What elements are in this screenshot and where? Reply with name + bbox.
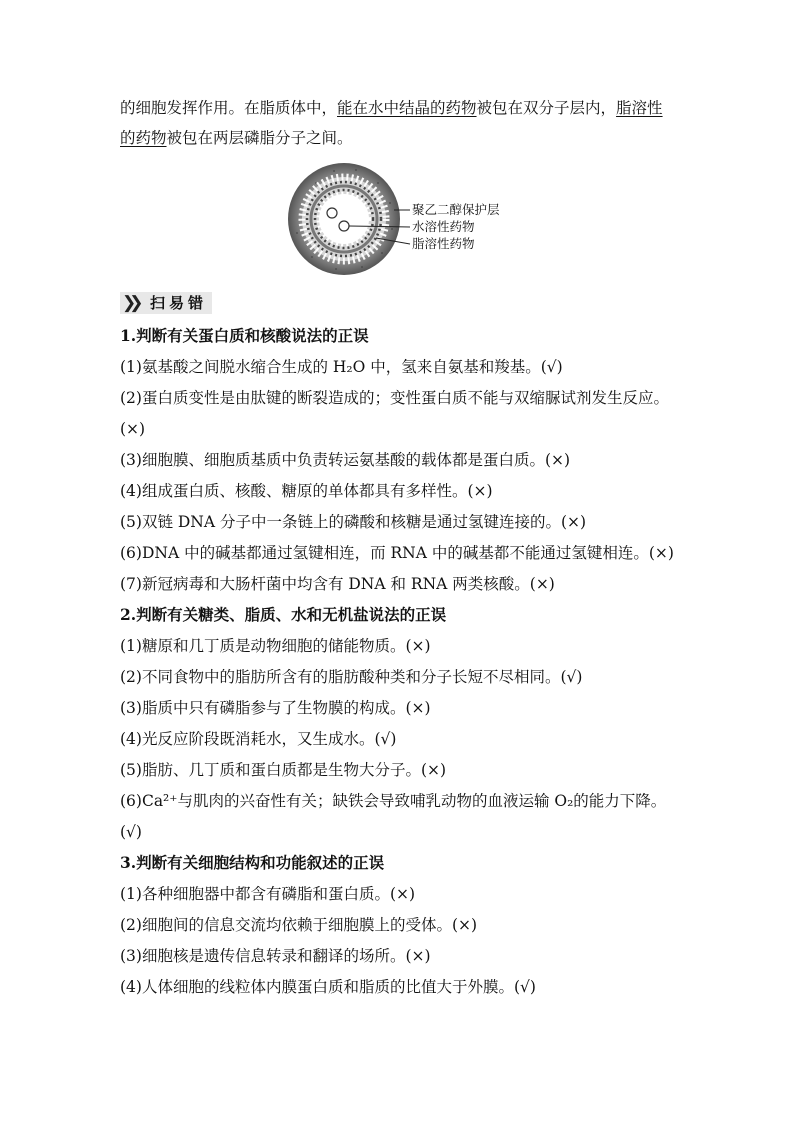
underlined-phrase: 的药物 — [120, 129, 167, 147]
group-heading: 2.判断有关糖类、脂质、水和无机盐说法的正误 — [120, 605, 447, 624]
aqueous-core — [322, 197, 366, 241]
intro-line-1 — [120, 98, 690, 118]
list-item: (3)细胞膜、细胞质基质中负责转运氨基酸的载体都是蛋白质。(×) — [120, 451, 571, 469]
intro-line-2 — [120, 128, 690, 148]
list-item: (6)Ca²⁺与肌肉的兴奋性有关；缺铁会导致哺乳动物的血液运输 O₂的能力下降。 — [120, 792, 667, 810]
intro-text: 被包在两层磷脂分子之间。 — [166, 129, 353, 147]
list-item: (2)细胞间的信息交流均依赖于细胞膜上的受体。(×) — [120, 916, 478, 934]
water-drug-label: 水溶性药物 — [412, 219, 475, 234]
underlined-phrase: 能在水中结晶的药物 — [337, 99, 477, 117]
list-item: (5)脂肪、几丁质和蛋白质都是生物大分子。(×) — [120, 761, 447, 779]
peg-label: 聚乙二醇保护层 — [412, 202, 500, 217]
list-item: (√) — [120, 823, 142, 841]
group-heading: 1.判断有关蛋白质和核酸说法的正误 — [120, 326, 369, 345]
section-tag-label: 扫易错 — [150, 294, 208, 312]
list-item: (5)双链 DNA 分子中一条链上的磷酸和核糖是通过氢键连接的。(×) — [120, 513, 587, 531]
liposome-diagram — [286, 163, 526, 275]
group-heading: 3.判断有关细胞结构和功能叙述的正误 — [120, 853, 385, 872]
list-item: (3)脂质中只有磷脂参与了生物膜的构成。(×) — [120, 699, 431, 717]
list-item: (2)蛋白质变性是由肽键的断裂造成的；变性蛋白质不能与双缩脲试剂发生反应。 — [120, 389, 669, 407]
underlined-phrase: 脂溶性 — [616, 99, 663, 117]
lipid-drug-label: 脂溶性药物 — [412, 236, 475, 251]
list-item: (6)DNA 中的碱基都通过氢键相连，而 RNA 中的碱基都不能通过氢键相连。(×) — [120, 544, 674, 562]
list-item: (×) — [120, 420, 146, 438]
list-item: (4)组成蛋白质、核酸、糖原的单体都具有多样性。(×) — [120, 482, 493, 500]
list-item: (4)人体细胞的线粒体内膜蛋白质和脂质的比值大于外膜。(√) — [120, 978, 536, 996]
list-item: (1)氨基酸之间脱水缩合生成的 H₂O 中，氢来自氨基和羧基。(√) — [120, 358, 563, 376]
list-item: (1)各种细胞器中都含有磷脂和蛋白质。(×) — [120, 885, 416, 903]
liposome-figure — [286, 163, 526, 275]
intro-text: 的细胞发挥作用。在脂质体中， — [120, 99, 338, 117]
section-tag — [120, 292, 212, 314]
water-soluble-drug — [339, 221, 349, 231]
list-item: (7)新冠病毒和大肠杆菌中均含有 DNA 和 RNA 两类核酸。(×) — [120, 575, 555, 593]
list-item: (4)光反应阶段既消耗水，又生成水。(√) — [120, 730, 397, 748]
double-chevron-icon: ❯❯ — [122, 293, 137, 313]
list-item: (1)糖原和几丁质是动物细胞的储能物质。(×) — [120, 637, 431, 655]
intro-text: 被包在双分子层内， — [476, 99, 617, 117]
list-item: (3)细胞核是遗传信息转录和翻译的场所。(×) — [120, 947, 431, 965]
water-soluble-drug — [327, 208, 337, 218]
list-item: (2)不同食物中的脂肪所含有的脂肪酸种类和分子长短不尽相同。(√) — [120, 668, 583, 686]
